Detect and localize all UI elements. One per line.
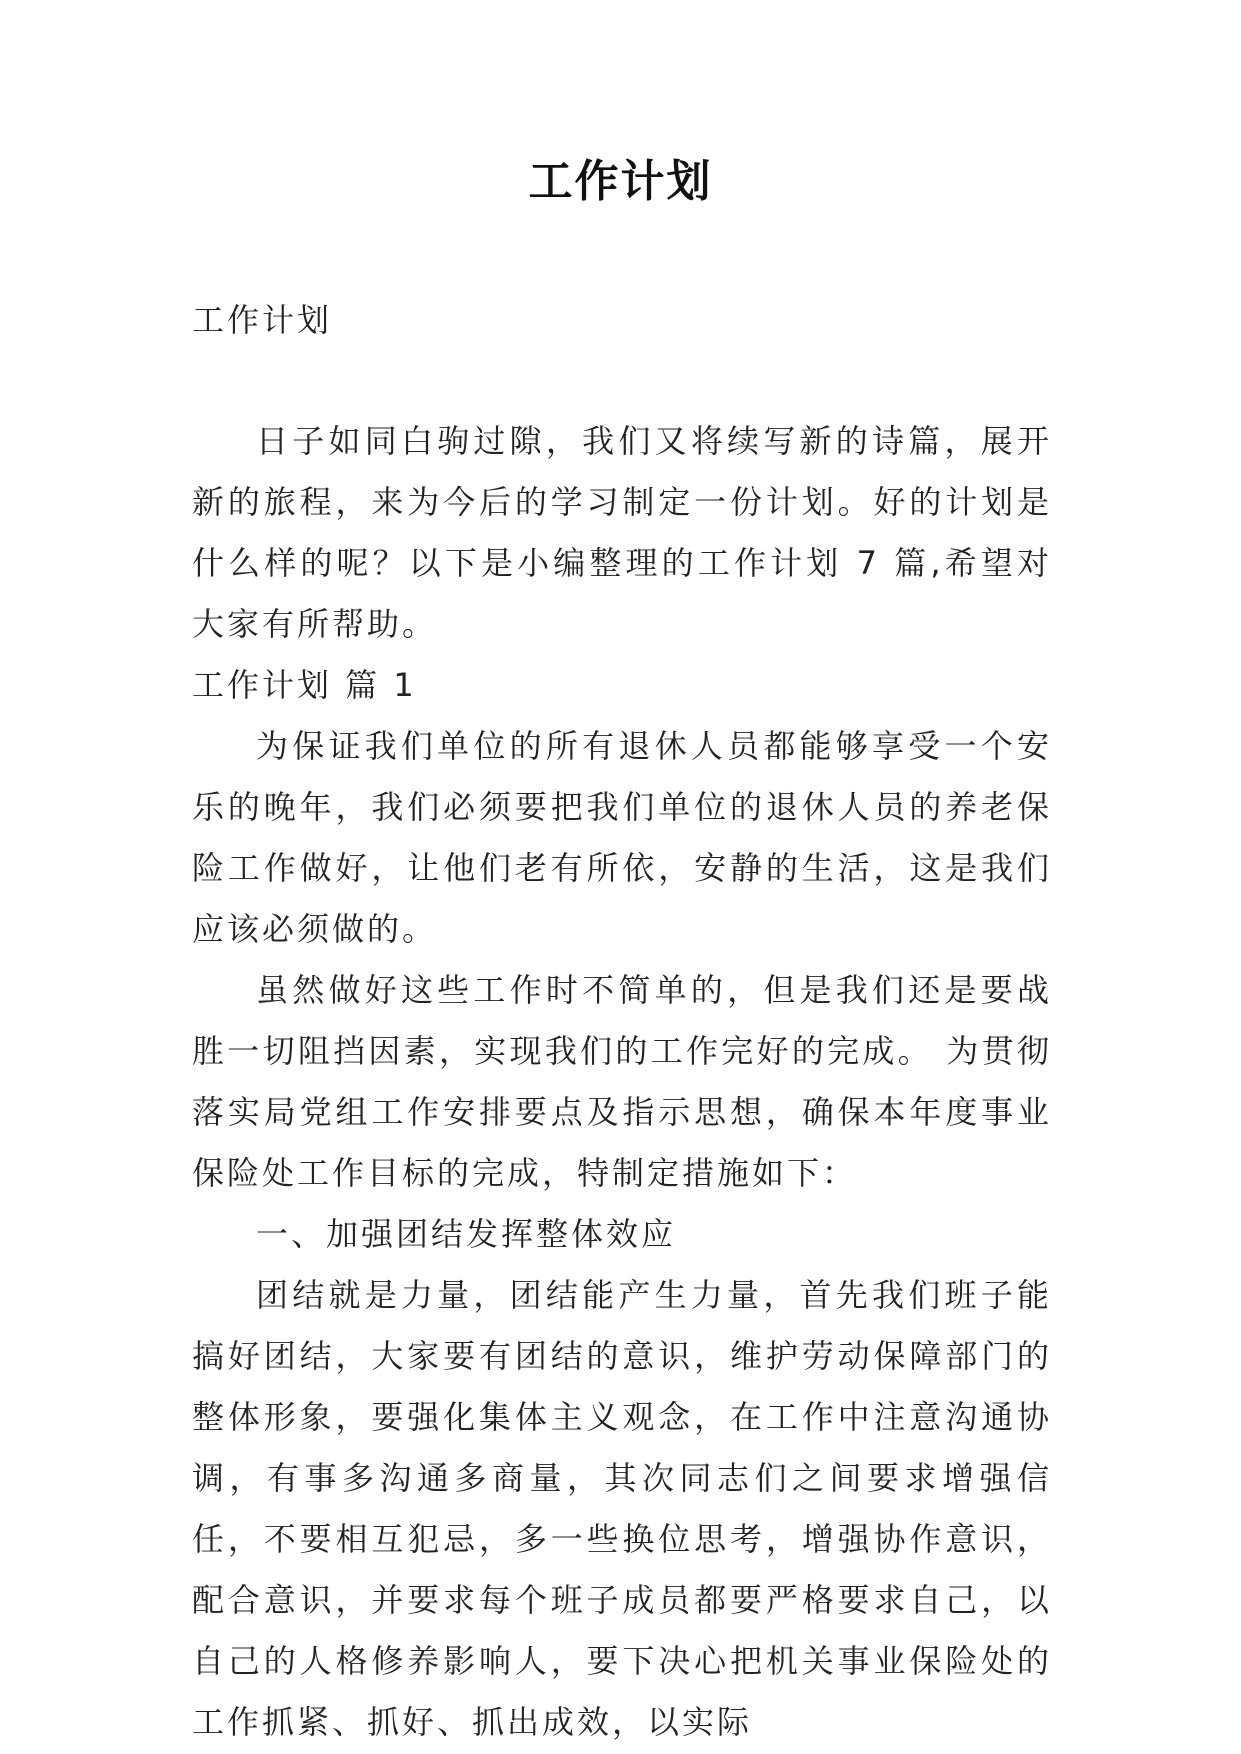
body-paragraph: 团结就是力量，团结能产生力量，首先我们班子能搞好团结，大家要有团结的意识，维护劳动保障部门的整体形象，要强化集体主义观念，在工作中注意沟通协调，有事多沟通多商量，其次同志们之间要求增强信任，不要相互犯忌，多一些换位思考，增强协作意识，配合意识，并要求每个班子成员都要严格要求自己，以自己的人格修养影响人，要下决心把机关事业保险处的工作抓紧、抓好、抓出成效，以实际 (192, 1276, 1052, 1741)
section-heading: 工作计划 篇 1 (192, 666, 417, 704)
document-body (192, 290, 1052, 1753)
body-paragraph: 为保证我们单位的所有退休人员都能够享受一个安乐的晚年，我们必须要把我们单位的退休人员的养老保险工作做好，让他们老有所依，安静的生活，这是我们应该必须做的。 (192, 727, 1052, 948)
subtitle-paragraph: 工作计划 (192, 301, 333, 339)
body-paragraph: 虽然做好这些工作时不简单的，但是我们还是要战胜一切阻挡因素，实现我们的工作完好的完成。 为贯彻落实局党组工作安排要点及指示思想，确保本年度事业保险处工作目标的完成，特制定措施如下： (192, 971, 1052, 1192)
intro-paragraph: 日子如同白驹过隙，我们又将续写新的诗篇，展开新的旅程，来为今后的学习制定一份计划。好的计划是什么样的呢？以下是小编整理的工作计划 7 篇,希望对大家有所帮助。 (192, 422, 1052, 643)
document-title: 工作计划 (528, 156, 713, 207)
subsection-heading: 一、加强团结发挥整体效应 (256, 1215, 677, 1253)
